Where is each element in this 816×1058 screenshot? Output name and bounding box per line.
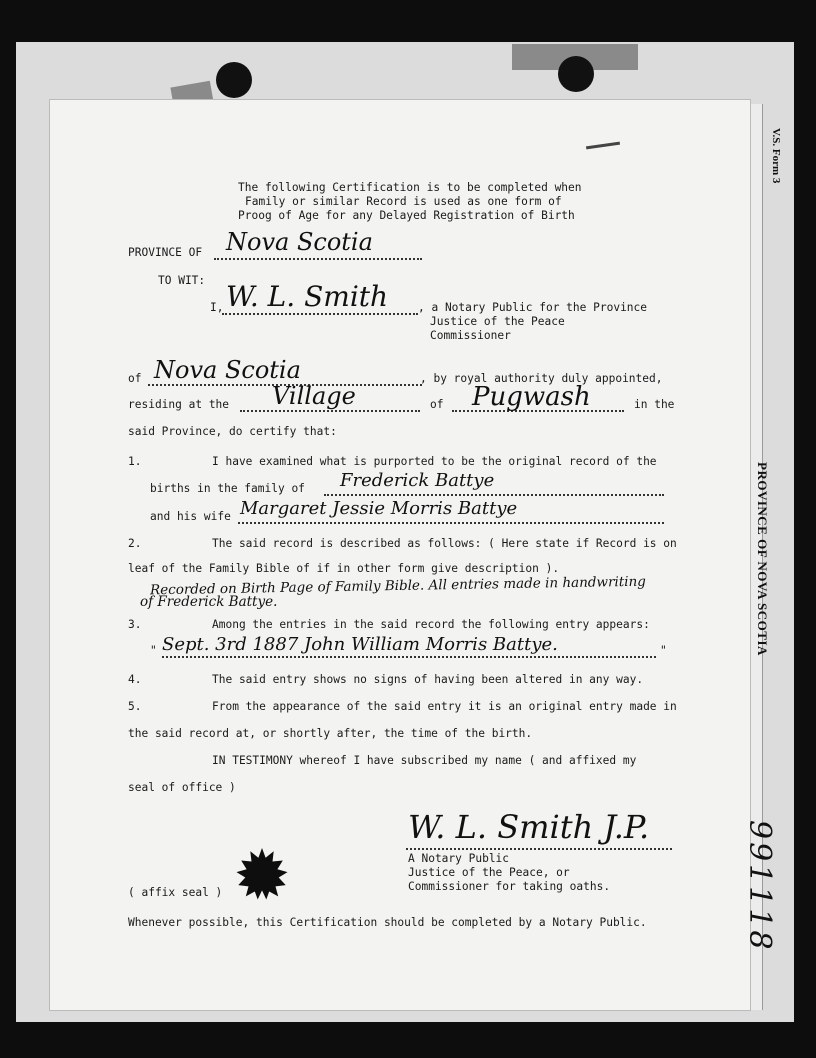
family-name: Frederick Battye bbox=[340, 470, 495, 491]
signature: W. L. Smith J.P. bbox=[408, 808, 650, 846]
item-3-line-1: Among the entries in the said record the following entry appears: bbox=[212, 618, 650, 631]
punch-hole-left bbox=[216, 62, 252, 98]
certifier-name: W. L. Smith bbox=[226, 280, 389, 313]
item-1-line-1: I have examined what is purported to be the original record of the bbox=[212, 455, 657, 468]
of-value: Nova Scotia bbox=[154, 356, 301, 384]
of2-label: of bbox=[430, 398, 444, 411]
to-wit-label: TO WIT: bbox=[158, 274, 206, 287]
record-description-1: Recorded on Birth Page of Family Bible. All entries made in handwriting bbox=[149, 573, 646, 599]
item-number-4: 4. bbox=[128, 673, 142, 686]
entry-close-quote: " bbox=[660, 644, 667, 657]
entry-line bbox=[162, 656, 656, 658]
of2-value: Pugwash bbox=[472, 382, 591, 412]
entry-text: Sept. 3rd 1887 John William Morris Battye. bbox=[162, 634, 558, 655]
record-description-2: of Frederick Battye. bbox=[140, 594, 278, 610]
item-2-line-2: leaf of the Family Bible of if in other form give description ). bbox=[128, 562, 560, 575]
wife-label: and his wife bbox=[150, 510, 231, 523]
province-line bbox=[214, 258, 422, 260]
item-2-line-1: The said record is described as follows: ( Here state if Record is on bbox=[212, 537, 677, 550]
said-province-text: said Province, do certify that: bbox=[128, 425, 337, 438]
item-5-line-2: the said record at, or shortly after, the time of the birth. bbox=[128, 727, 533, 740]
item-number-3: 3. bbox=[128, 618, 142, 631]
family-line bbox=[324, 494, 664, 496]
wife-line bbox=[238, 522, 664, 524]
residing-value: Village bbox=[272, 382, 356, 410]
signature-line bbox=[406, 848, 672, 850]
notary-seal-icon bbox=[236, 848, 288, 900]
signature-title-2: Justice of the Peace, or bbox=[408, 866, 570, 879]
form-number: V.S. Form 3 bbox=[770, 128, 782, 184]
province-value: Nova Scotia bbox=[226, 228, 373, 256]
certifier-role-3: Commissioner bbox=[430, 329, 511, 342]
header-line-1: The following Certification is to be completed when bbox=[238, 181, 582, 194]
pronoun-i: I, bbox=[210, 301, 224, 314]
of-label: of bbox=[128, 372, 142, 385]
header-line-3: Proog of Age for any Delayed Registration of Birth bbox=[238, 209, 575, 222]
item-4-text: The said entry shows no signs of having been altered in any way. bbox=[212, 673, 644, 686]
certifier-role-1: , a Notary Public for the Province bbox=[418, 301, 648, 314]
entry-open-quote: " bbox=[150, 644, 157, 657]
wife-name: Margaret Jessie Morris Battye bbox=[240, 498, 518, 519]
testimony-line-1: IN TESTIMONY whereof I have subscribed my name ( and affixed my bbox=[212, 754, 637, 767]
affix-seal-label: ( affix seal ) bbox=[128, 886, 223, 899]
residing-line bbox=[240, 410, 420, 412]
certificate-sheet bbox=[50, 100, 750, 1010]
footer-note: Whenever possible, this Certification should be completed by a Notary Public. bbox=[128, 916, 647, 929]
testimony-line-2: seal of office ) bbox=[128, 781, 236, 794]
residing-label: residing at the bbox=[128, 398, 230, 411]
authority-text: , by royal authority duly appointed, bbox=[420, 372, 663, 385]
signature-title-3: Commissioner for taking oaths. bbox=[408, 880, 611, 893]
certifier-role-2: Justice of the Peace bbox=[430, 315, 565, 328]
item-5-line-1: From the appearance of the said entry it is an original entry made in bbox=[212, 700, 677, 713]
in-the-text: in the bbox=[634, 398, 675, 411]
stamped-number: 991118 bbox=[742, 820, 777, 953]
signature-title-1: A Notary Public bbox=[408, 852, 510, 865]
header-line-2: Family or similar Record is used as one form of bbox=[245, 195, 562, 208]
certifier-line bbox=[222, 313, 418, 315]
side-province-label: PROVINCE OF NOVA SCOTIA bbox=[755, 462, 770, 656]
province-label: PROVINCE OF bbox=[128, 246, 203, 259]
births-label: births in the family of bbox=[150, 482, 305, 495]
punch-hole-right bbox=[558, 56, 594, 92]
item-number-2: 2. bbox=[128, 537, 142, 550]
item-number-5: 5. bbox=[128, 700, 142, 713]
item-number-1: 1. bbox=[128, 455, 142, 468]
